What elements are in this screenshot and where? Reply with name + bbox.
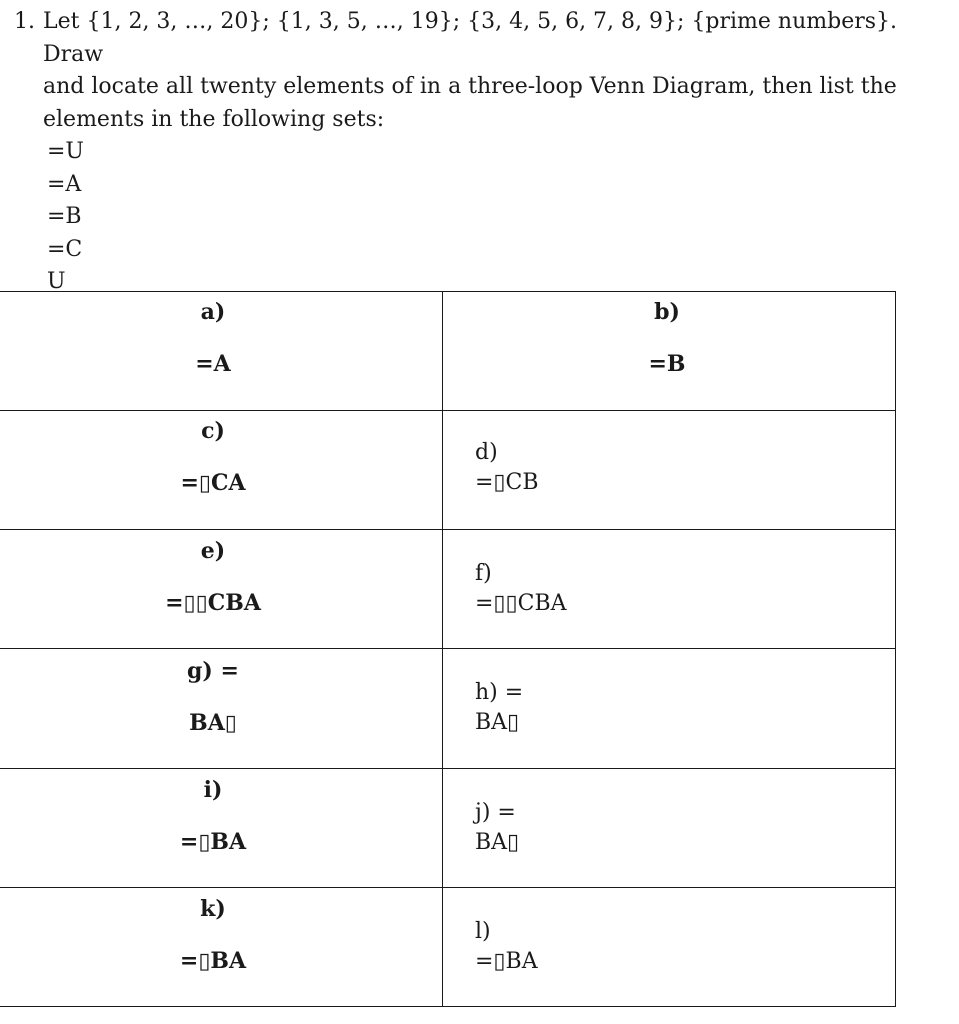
answer-cell-e[interactable] <box>0 530 442 649</box>
item-expression: =B <box>648 351 686 377</box>
item-expression: =▯▯CBA <box>475 591 567 616</box>
table-row <box>0 649 895 768</box>
answer-cell-d[interactable] <box>444 411 894 530</box>
item-label: i) <box>203 777 223 803</box>
item-label: e) <box>200 538 226 564</box>
question-block <box>14 6 944 299</box>
item-expression: =▯BA <box>179 829 247 855</box>
answer-cell-j[interactable] <box>444 769 894 888</box>
answer-cell-k[interactable] <box>0 888 442 1007</box>
set-definitions <box>47 136 944 299</box>
set-line-u: =U <box>47 139 84 164</box>
item-expression: BA▯ <box>475 710 520 735</box>
question-line: elements in the following sets: <box>43 106 385 132</box>
set-line-universal: U <box>47 269 66 294</box>
table-row <box>0 769 895 888</box>
item-label: d) <box>475 440 498 465</box>
answer-cell-f[interactable] <box>444 530 894 649</box>
answer-cell-l[interactable] <box>444 888 894 1007</box>
item-label: a) <box>200 299 226 325</box>
set-line-a: =A <box>47 171 82 197</box>
table-row <box>0 530 895 649</box>
answer-table <box>0 291 896 1007</box>
item-label: f) <box>475 561 492 586</box>
answer-cell-i[interactable] <box>0 769 442 888</box>
answer-cell-c[interactable] <box>0 411 442 530</box>
table-row <box>0 411 895 530</box>
item-label: h) = <box>475 680 524 705</box>
set-line-c: =C <box>47 236 83 262</box>
answer-cell-a[interactable] <box>0 292 442 411</box>
item-expression: =▯CA <box>180 470 246 496</box>
answer-cell-g[interactable] <box>0 649 442 768</box>
item-label: l) <box>475 919 491 944</box>
item-expression: =▯BA <box>475 949 538 974</box>
item-label: c) <box>201 418 225 444</box>
question-line: and locate all twenty elements of in a three-loop Venn Diagram, then list the <box>43 74 897 99</box>
item-expression: BA▯ <box>189 710 237 736</box>
answer-cell-h[interactable] <box>444 649 894 768</box>
question-line: Let {1, 2, 3, …, 20}; {1, 3, 5, …, 19}; {3, 4, 5, 6, 7, 8, 9}; {prime numbers}. Draw <box>43 9 898 67</box>
item-label: b) <box>654 299 680 325</box>
set-line-b: =B <box>47 204 82 229</box>
item-expression: =▯CB <box>475 470 539 495</box>
item-label: g) = <box>187 658 239 684</box>
table-row <box>0 888 895 1007</box>
table-row <box>0 292 895 411</box>
item-expression: =▯BA <box>179 948 247 974</box>
answer-cell-b[interactable] <box>444 292 894 411</box>
item-label: k) <box>200 896 226 922</box>
question-number: 1. <box>14 9 35 34</box>
item-expression: BA▯ <box>475 830 520 855</box>
item-expression: =▯▯CBA <box>165 590 261 616</box>
item-expression: =A <box>195 351 231 377</box>
item-label: j) = <box>475 800 516 825</box>
question-text <box>43 6 944 136</box>
